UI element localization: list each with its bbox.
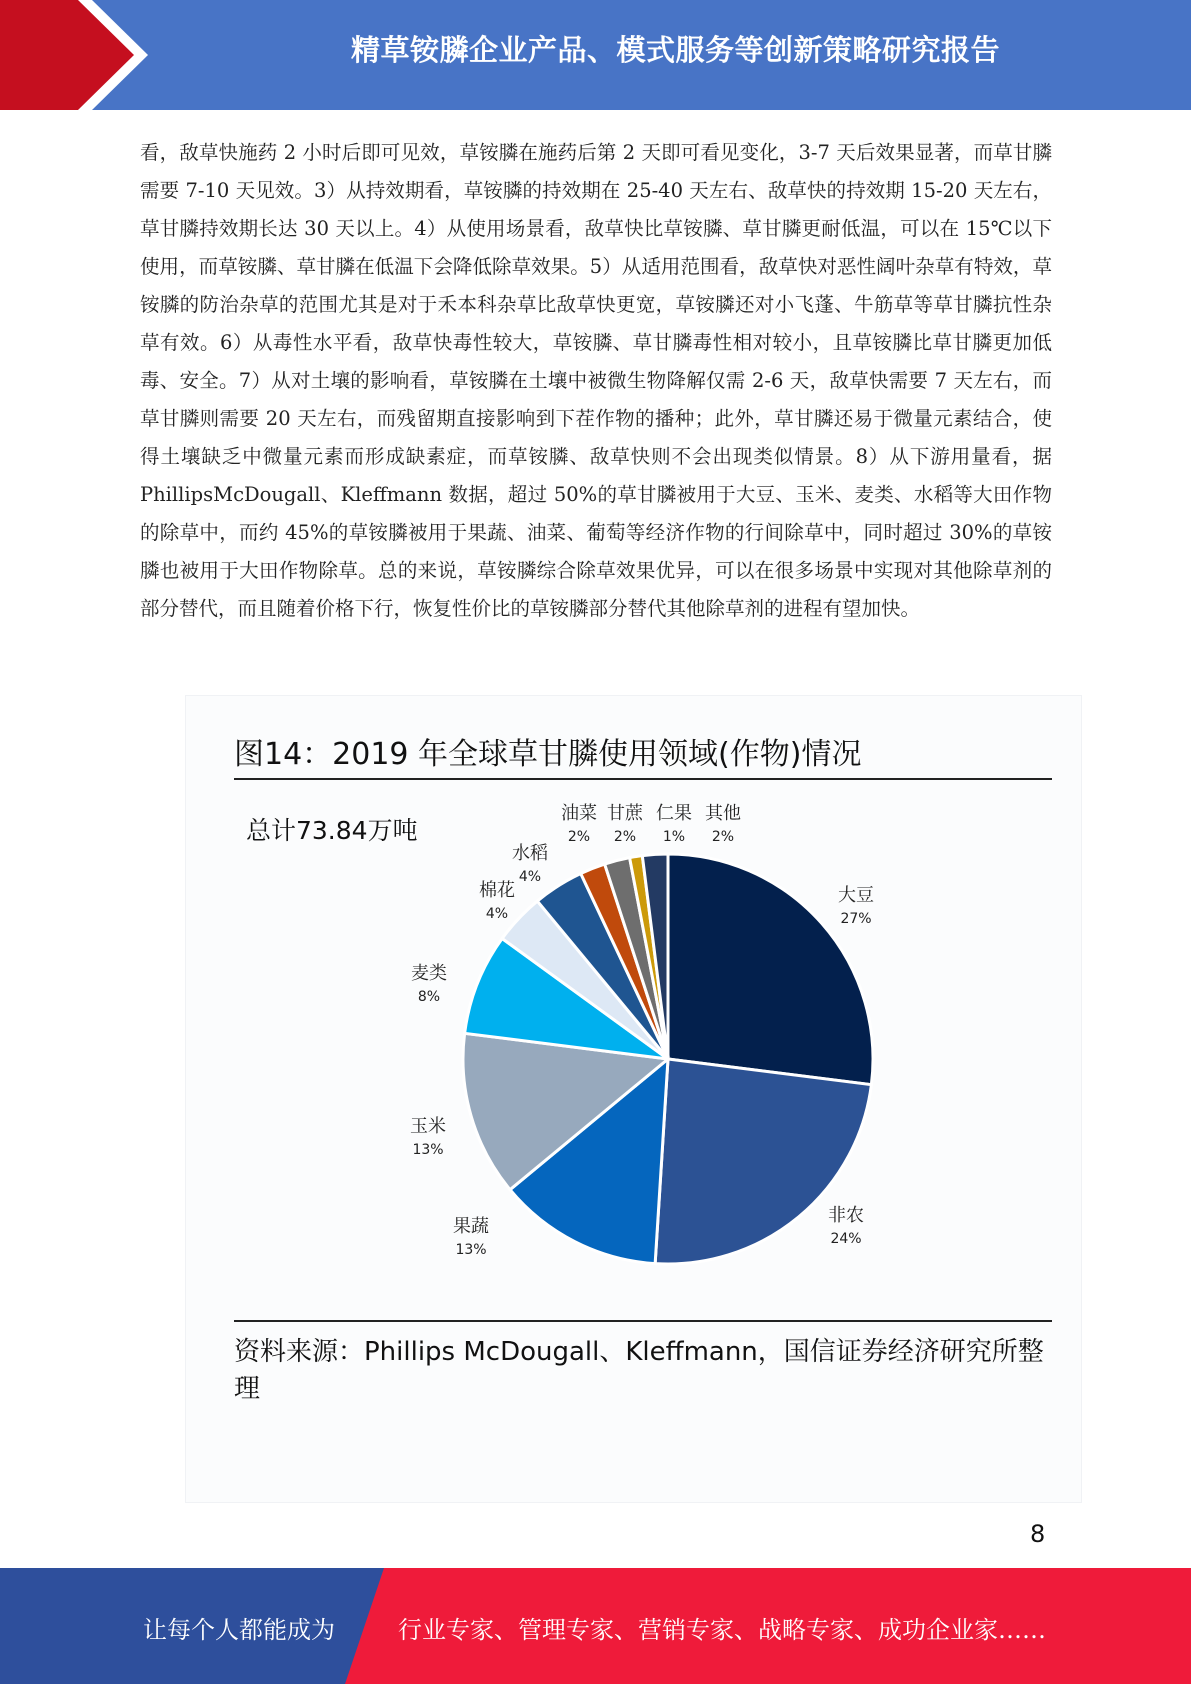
slice-label: 大豆 [838, 885, 874, 906]
figure-source-rule [234, 1320, 1052, 1322]
footer-right-text: 行业专家、管理专家、营销专家、战略专家、成功企业家…… [398, 1616, 1046, 1644]
page-number: 8 [1030, 1520, 1046, 1548]
slice-value-label: 2% [567, 829, 591, 845]
figure-panel [185, 695, 1082, 1503]
pie-chart [186, 696, 1081, 1296]
slice-label: 麦类 [411, 963, 447, 984]
slice-value-label: 4% [485, 906, 509, 922]
slice-label: 水稻 [512, 843, 548, 864]
page-footer [0, 1568, 1191, 1684]
figure-total: 总计73.84万吨 [246, 816, 418, 845]
figure-source: 资料来源：Phillips McDougall、Kleffmann，国信证券经济研究所整理 [234, 1337, 1044, 1404]
slice-value-label: 24% [830, 1231, 862, 1247]
page-header [0, 0, 1191, 110]
slice-value-label: 13% [455, 1242, 487, 1258]
figure-title: 图14：2019 年全球草甘膦使用领域(作物)情况 [234, 737, 862, 772]
slice-value-label: 13% [412, 1142, 444, 1158]
slice-label: 棉花 [479, 880, 515, 901]
body-text [140, 134, 1052, 628]
slice-label: 非农 [828, 1205, 864, 1226]
footer-left-text: 让每个人都能成为 [143, 1616, 335, 1644]
slice-label: 玉米 [410, 1116, 446, 1137]
slice-label: 油菜 [561, 803, 597, 824]
slice-value-label: 1% [662, 829, 686, 845]
slice-value-label: 4% [518, 869, 542, 885]
slice-label: 果蔬 [453, 1216, 489, 1237]
slice-label: 仁果 [656, 803, 692, 824]
report-title: 精草铵膦企业产品、模式服务等创新策略研究报告 [350, 33, 1000, 67]
slice-value-label: 8% [417, 989, 441, 1005]
slice-label: 其他 [705, 803, 741, 824]
slice-value-label: 2% [711, 829, 735, 845]
body-paragraph: 看，敌草快施药 2 小时后即可见效，草铵膦在施药后第 2 天即可看见变化，3-7 天后效果显著，而草甘膦需要 7-10 天见效。3）从持效期看，草铵膦的持效期在 25-40 天左右、敌草快的持效期 15-20 天左右，草甘膦持效期长达 30 天以上。4）从使用场景看，敌草快比草铵膦、草甘膦更耐低温，可以在 15℃以下使用，而草铵膦、草甘膦在低温下会降低除草效果。5）从适用范围看，敌草快对恶性阔叶杂草有特效，草铵膦的防治杂草的范围尤其是对于禾本科杂草比敌草快更宽，草铵膦还对小飞蓬、牛筋草等草甘膦抗性杂草有效。6）从毒性水平看，敌草快毒性较大，草铵膦、草甘膦毒性相对较小，且草铵膦比草甘膦更加低毒、安全。7）从对土壤的影响看，草铵膦在土壤中被微生物降解仅需 2-6 天，敌草快需要 7 天左右，而草甘膦则需要 20 天左右，而残留期直接影响到下茬作物的播种；此外，草甘膦还易于微量元素结合，使得土壤缺乏中微量元素而形成缺素症，而草铵膦、敌草快则不会出现类似情景。8）从下游用量看，据 PhillipsMcDougall、Kleffmann 数据，超过 50%的草甘膦被用于大豆、玉米、麦类、水稻等大田作物的除草中，而约 45%的草铵膦被用于果蔬、油菜、葡萄等经济作物的行间除草中，同时超过 30%的草铵膦也被用于大田作物除草。总的来说，草铵膦综合除草效果优异，可以在很多场景中实现对其他除草剂的部分替代，而且随着价格下行，恢复性价比的草铵膦部分替代其他除草剂的进程有望加快。 [140, 141, 1052, 620]
slice-value-label: 27% [840, 911, 872, 927]
slice-value-label: 2% [613, 829, 637, 845]
slice-label: 甘蔗 [607, 803, 643, 824]
